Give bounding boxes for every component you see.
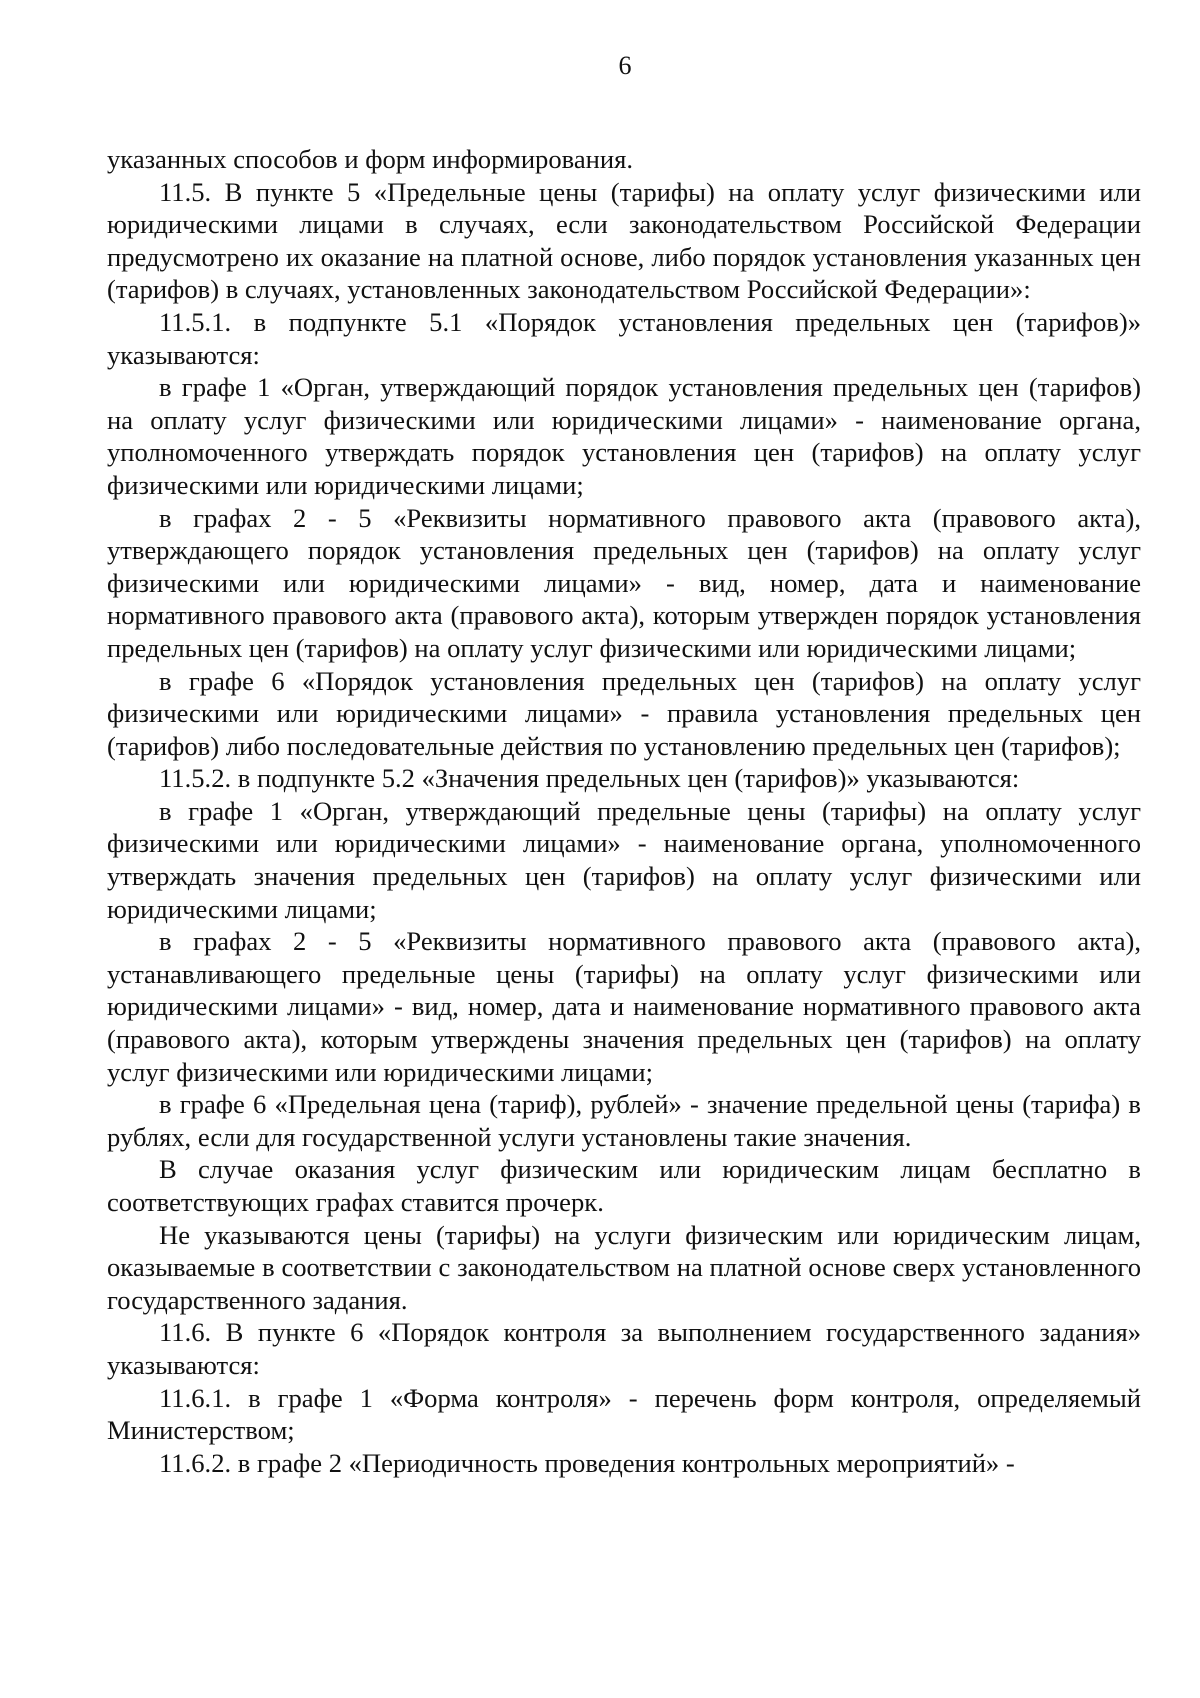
- paragraph-10: в графе 6 «Предельная цена (тариф), рублей» - значение предельной цены (тарифа) в рублях, если для государственной услуги установлены такие значения.: [107, 1089, 1141, 1152]
- paragraph-8: в графе 1 «Орган, утверждающий предельные цены (тарифы) на оплату услуг физическими или юридическими лицами» - наименование органа, уполномоченного утверждать значения предельных цен (тарифов) на оплату услуг физическими или юридическими лицами;: [107, 795, 1141, 924]
- paragraph-12: Не указываются цены (тарифы) на услуги физическим или юридическим лицам, оказываемые в соответствии с законодательством на платной основе сверх установленного государственного задания.: [107, 1219, 1141, 1315]
- page-number: 6: [618, 51, 632, 80]
- paragraph-5: в графах 2 - 5 «Реквизиты нормативного правового акта (правового акта), утверждающего порядок установления предельных цен (тарифов) на оплату услуг физическими или юридическими лицами» - вид, номер, дата и наименование нормативного правового акта (правового акта), которым утвержден порядок установления предельных цен (тарифов) на оплату услуг физическими или юридическими лицами;: [107, 502, 1141, 663]
- paragraph-2: 11.5. В пункте 5 «Предельные цены (тарифы) на оплату услуг физическими или юридическими лицами в случаях, если законодательством Российской Федерации предусмотрено их оказание на платной основе, либо порядок установления указанных цен (тарифов) в случаях, установленных законодательством Российской Федерации»:: [107, 176, 1141, 305]
- paragraph-6: в графе 6 «Порядок установления предельных цен (тарифов) на оплату услуг физическими или юридическими лицами» - правила установления предельных цен (тарифов) либо последовательные действия по установлению предельных цен (тарифов);: [107, 665, 1141, 761]
- document-body: [107, 143, 1141, 1479]
- paragraph-9: в графах 2 - 5 «Реквизиты нормативного правового акта (правового акта), устанавливающего предельные цены (тарифы) на оплату услуг физическими или юридическими лицами» - вид, номер, дата и наименование нормативного правового акта (правового акта), которым утверждены значения предельных цен (тарифов) на оплату услуг физическими или юридическими лицами;: [107, 926, 1141, 1087]
- paragraph-4: в графе 1 «Орган, утверждающий порядок установления предельных цен (тарифов) на оплату услуг физическими или юридическими лицами» - наименование органа, уполномоченного утверждать порядок установления цен (тарифов) на оплату услуг физическими или юридическими лицами;: [107, 372, 1141, 500]
- paragraph-11: В случае оказания услуг физическим или юридическим лицам бесплатно в соответствующих графах ставится прочерк.: [107, 1154, 1141, 1217]
- paragraph-7: 11.5.2. в подпункте 5.2 «Значения предельных цен (тарифов)» указываются:: [159, 763, 1020, 794]
- paragraph-15: 11.6.2. в графе 2 «Периодичность проведения контрольных мероприятий» -: [159, 1447, 1015, 1478]
- paragraph-1: указанных способов и форм информирования.: [107, 144, 634, 174]
- paragraph-14: 11.6.1. в графе 1 «Форма контроля» - перечень форм контроля, определяемый Министерством;: [107, 1382, 1141, 1446]
- paragraph-13: 11.6. В пункте 6 «Порядок контроля за выполнением государственного задания» указываются:: [107, 1317, 1141, 1380]
- paragraph-3: 11.5.1. в подпункте 5.1 «Порядок установления предельных цен (тарифов)» указываются:: [107, 306, 1141, 370]
